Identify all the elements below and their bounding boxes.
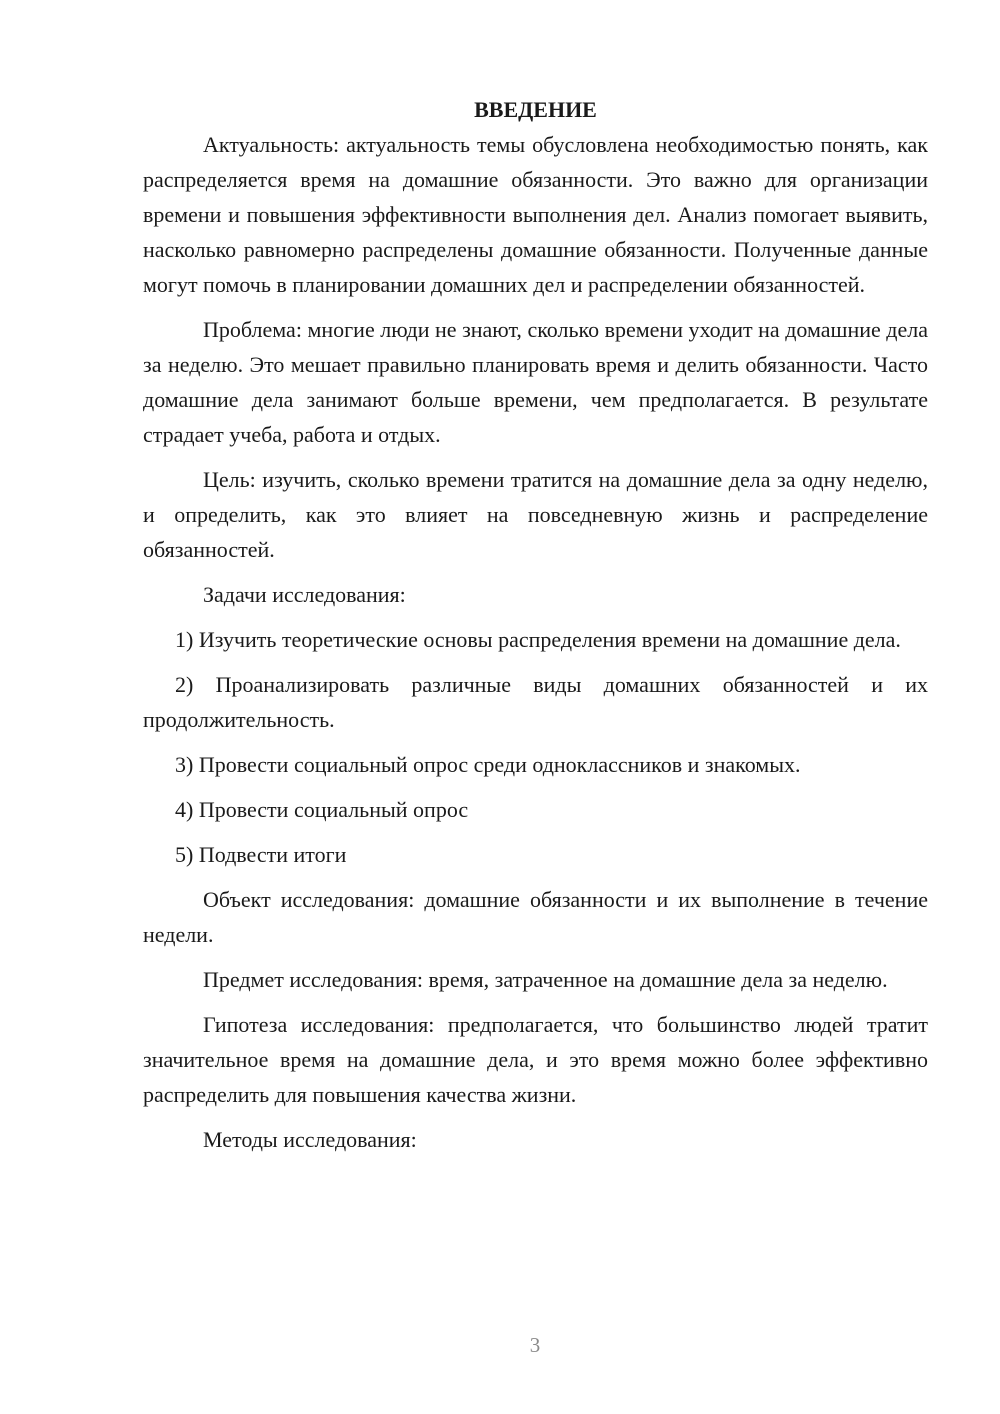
methods-heading: Методы исследования: xyxy=(203,1127,417,1152)
section-heading: ВВЕДЕНИЕ xyxy=(474,97,597,122)
goal-paragraph: Цель: изучить, сколько времени тратится на домашние дела за одну неделю, и определить, как это влияет на повседневную жизнь и распределение обязанностей. xyxy=(143,467,928,562)
problem-paragraph: Проблема: многие люди не знают, сколько времени уходит на домашние дела за неделю. Это мешает правильно планировать время и делить обязанности. Часто домашние дела занимают больше времени, чем предполагается. В результате страдает учеба, работа и отдых. xyxy=(143,317,928,447)
task-item: 3) Провести социальный опрос среди одноклассников и знакомых. xyxy=(175,752,801,777)
relevance-paragraph: Актуальность: актуальность темы обусловлена необходимостью понять, как распределяется время на домашние обязанности. Это важно для организации времени и повышения эффективности выполнения дел. Анализ помогает выявить, насколько равномерно распределены домашние обязанности. Полученные данные могут помочь в планировании домашних дел и распределении обязанностей. xyxy=(143,132,928,297)
page-body xyxy=(143,92,928,1157)
task-item: 4) Провести социальный опрос xyxy=(175,797,469,822)
subject-paragraph: Предмет исследования: время, затраченное на домашние дела за неделю. xyxy=(203,967,888,992)
page-number: 3 xyxy=(529,1333,541,1357)
tasks-heading: Задачи исследования: xyxy=(203,582,406,607)
task-item: 1) Изучить теоретические основы распределения времени на домашние дела. xyxy=(175,627,901,652)
task-item: 2) Проанализировать различные виды домашних обязанностей и их продолжительность. xyxy=(143,672,928,732)
task-item: 5) Подвести итоги xyxy=(175,842,347,867)
hypothesis-paragraph: Гипотеза исследования: предполагается, что большинство людей тратит значительное время на домашние дела, и это время можно более эффективно распределить для повышения качества жизни. xyxy=(143,1012,928,1107)
object-paragraph: Объект исследования: домашние обязанности и их выполнение в течение недели. xyxy=(143,887,928,947)
